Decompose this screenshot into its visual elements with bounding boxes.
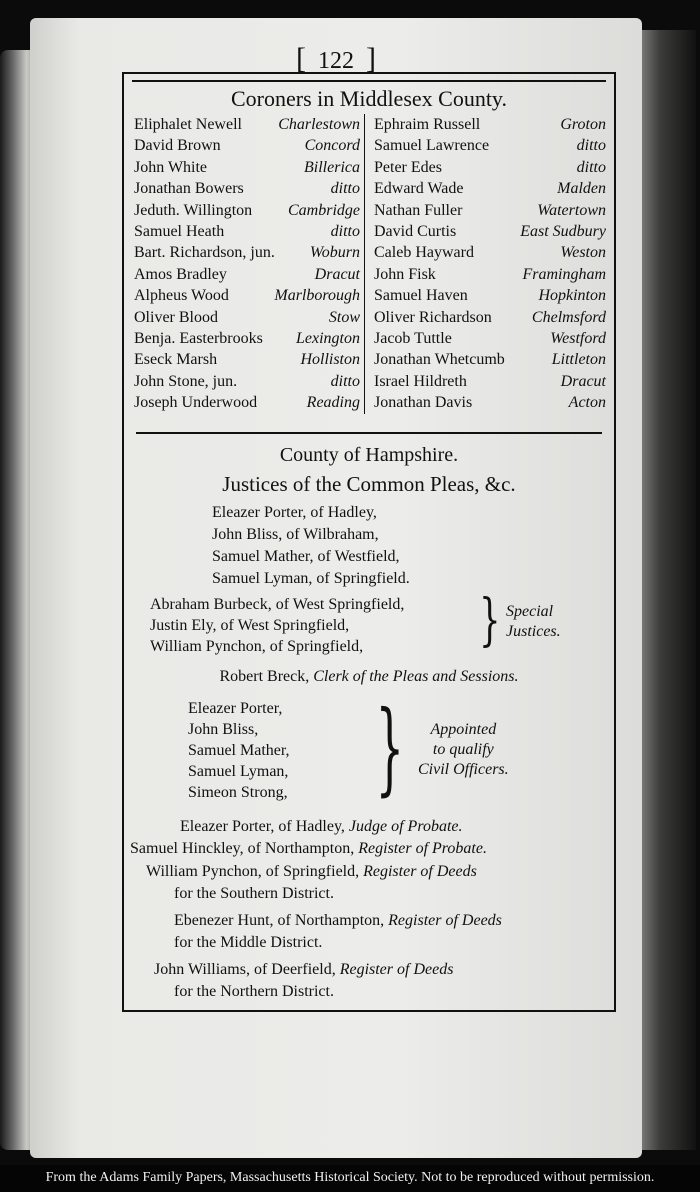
coroner-entry: [134, 114, 366, 135]
coroner-name: John Fisk: [374, 265, 436, 283]
coroner-entry: [366, 135, 608, 156]
coroner-place: Watertown: [537, 201, 606, 219]
coroner-name: Alpheus Wood: [134, 287, 229, 305]
coroner-name: Eseck Marsh: [134, 351, 218, 369]
coroner-entry: [366, 264, 608, 285]
coroner-entry: [366, 349, 608, 370]
coroner-entry: [134, 264, 366, 285]
coroner-name: Ephraim Russell: [374, 116, 481, 133]
coroner-name: Jeduth. Willington: [134, 201, 253, 219]
justice-entry: Eleazer Porter, of Hadley,: [212, 504, 377, 521]
coroner-place: Stow: [328, 308, 360, 326]
coroner-name: John Stone, jun.: [134, 372, 238, 390]
coroner-place: Reading: [306, 394, 360, 412]
appointed-label: [418, 720, 509, 780]
coroner-entry: [366, 114, 608, 135]
coroner-name: Samuel Lawrence: [374, 137, 490, 155]
coroner-name: Nathan Fuller: [374, 201, 463, 219]
justice-entry: John Bliss, of Wilbraham,: [212, 526, 379, 543]
brace-special: }: [479, 588, 501, 653]
coroner-entry: [366, 328, 608, 349]
appointed-label-line: Civil Officers.: [418, 761, 509, 778]
coroner-entry: [366, 371, 608, 392]
coroner-entry: [134, 242, 366, 263]
coroner-place: Dracut: [314, 265, 360, 283]
book-page: [30, 18, 642, 1158]
page-number: [ 122 ]: [296, 42, 376, 75]
coroners-heading: Coroners in Middlesex County.: [231, 86, 507, 111]
judge-title: Judge of Probate.: [348, 818, 463, 835]
coroner-entry: [134, 371, 366, 392]
coroner-name: John White: [134, 158, 208, 176]
coroner-name: Oliver Blood: [134, 308, 218, 326]
special-justice-entry: Justin Ely, of West Springfield,: [150, 617, 350, 634]
appointed-entry: John Bliss,: [188, 721, 259, 738]
clerk-title: Clerk of the Pleas and Sessions.: [313, 668, 519, 685]
coroner-name: Samuel Haven: [374, 287, 468, 305]
coroner-name: Peter Edes: [374, 158, 442, 176]
coroner-name: Eliphalet Newell: [134, 116, 242, 133]
special-justices-label: [506, 602, 561, 642]
coroner-place: Weston: [560, 244, 606, 262]
deeds-district: for the Northern District.: [174, 982, 334, 1000]
coroner-entry: [134, 285, 366, 306]
coroner-name: Edward Wade: [374, 180, 464, 198]
deeds-district: for the Southern District.: [174, 884, 334, 902]
coroner-place: Cambridge: [288, 201, 360, 219]
coroner-name: David Brown: [134, 137, 221, 155]
coroner-name: Caleb Hayward: [374, 244, 474, 262]
coroners-list: [134, 114, 608, 414]
appointed-entry: Simeon Strong,: [188, 784, 288, 801]
coroner-place: ditto: [576, 137, 606, 155]
coroner-place: Charlestown: [278, 116, 360, 133]
deeds-southern: [124, 861, 614, 883]
coroner-name: Jonathan Whetcumb: [374, 351, 505, 369]
appointed-entry: Samuel Lyman,: [188, 763, 289, 780]
coroner-name: Jonathan Davis: [374, 394, 473, 412]
justices-heading: Justices of the Common Pleas, &c.: [222, 472, 516, 496]
coroner-place: Holliston: [300, 351, 360, 369]
clerk-line: [124, 668, 614, 686]
coroner-entry: [366, 221, 608, 242]
coroner-place: ditto: [330, 223, 360, 241]
coroner-name: Oliver Richardson: [374, 308, 492, 326]
coroner-name: Jonathan Bowers: [134, 180, 244, 198]
special-label-line: Special: [506, 603, 554, 620]
justice-entry: Samuel Mather, of Westfield,: [212, 548, 400, 565]
coroner-place: Groton: [560, 116, 606, 133]
deeds-title: Register of Deeds: [363, 863, 477, 880]
coroner-entry: [134, 135, 366, 156]
coroner-name: David Curtis: [374, 223, 457, 241]
coroner-name: Joseph Underwood: [134, 394, 258, 412]
section-rule: [136, 432, 602, 434]
coroner-place: ditto: [330, 180, 360, 198]
coroner-place: Westford: [550, 330, 606, 348]
deeds-northern: [124, 959, 614, 981]
coroner-name: Amos Bradley: [134, 265, 227, 283]
special-justice-entry: William Pynchon, of Springfield,: [150, 638, 364, 655]
coroner-entry: [366, 157, 608, 178]
page-frame: [122, 72, 616, 1012]
coroner-place: Acton: [568, 394, 606, 412]
coroner-place: Dracut: [560, 372, 606, 390]
coroner-entry: [366, 200, 608, 221]
credit-line: From the Adams Family Papers, Massachusetts Historical Society. Not to be reproduced without permission.: [45, 1170, 655, 1185]
coroner-place: Hopkinton: [538, 287, 606, 305]
county-heading: County of Hampshire.: [279, 444, 459, 466]
coroner-entry: [134, 307, 366, 328]
brace-appointed: }: [375, 689, 405, 806]
coroner-place: Woburn: [309, 244, 360, 262]
deeds-district: for the Middle District.: [174, 933, 323, 951]
coroner-entry: [134, 200, 366, 221]
coroner-place: East Sudbury: [520, 223, 606, 241]
probate-section: [124, 816, 614, 1002]
coroner-name: Benja. Easterbrooks: [134, 330, 263, 348]
deeds-name: John Williams, of Deerfield,: [154, 961, 336, 978]
coroner-name: Jacob Tuttle: [374, 330, 452, 348]
facing-page-edge: [636, 30, 696, 1150]
coroner-place: ditto: [330, 372, 360, 390]
coroner-entry: [366, 307, 608, 328]
coroner-place: ditto: [576, 158, 606, 176]
coroner-place: Littleton: [551, 351, 606, 369]
coroner-name: Bart. Richardson, jun.: [134, 244, 275, 262]
deeds-title: Register of Deeds: [339, 961, 454, 978]
special-label-line: Justices.: [506, 623, 561, 640]
appointed-entry: Eleazer Porter,: [188, 700, 283, 717]
coroner-entry: [366, 285, 608, 306]
justice-entry: Samuel Lyman, of Springfield.: [212, 570, 410, 587]
coroner-place: Concord: [304, 137, 360, 155]
appointed-entry: Samuel Mather,: [188, 742, 290, 759]
coroner-entry: [366, 178, 608, 199]
deeds-middle: [124, 910, 614, 932]
coroner-place: Marlborough: [274, 287, 360, 305]
coroner-entry: [134, 157, 366, 178]
register-of-probate: [124, 838, 614, 860]
coroner-entry: [366, 242, 608, 263]
coroner-place: Framingham: [522, 265, 606, 283]
deeds-title: Register of Deeds: [388, 912, 502, 929]
coroner-entry: [134, 178, 366, 199]
deeds-name: Ebenezer Hunt, of Northampton,: [174, 912, 385, 929]
deeds-name: William Pynchon, of Springfield,: [146, 863, 360, 880]
coroner-entry: [134, 221, 366, 242]
page-number-text: 122: [318, 48, 354, 74]
coroner-place: Billerica: [304, 158, 360, 176]
coroner-place: Lexington: [296, 330, 360, 348]
coroner-name: Samuel Heath: [134, 223, 225, 241]
appointed-label-line: Appointed: [430, 721, 497, 738]
coroner-place: Malden: [557, 180, 606, 198]
coroner-entry: [134, 349, 366, 370]
coroner-entry: [366, 392, 608, 413]
special-justices-list: [150, 594, 404, 657]
special-justice-entry: Abraham Burbeck, of West Springfield,: [150, 596, 405, 613]
judge-of-probate: [124, 816, 614, 838]
coroner-entry: [134, 328, 366, 349]
appointed-list: [188, 698, 290, 803]
register-title: Register of Probate.: [358, 839, 487, 857]
appointed-label-line: to qualify: [432, 741, 494, 758]
clerk-name: Robert Breck,: [219, 668, 310, 685]
coroner-place: Chelmsford: [531, 308, 606, 326]
justices-list: [212, 502, 410, 590]
judge-name: Eleazer Porter, of Hadley,: [180, 818, 345, 835]
register-name: Samuel Hinckley, of Northampton,: [130, 839, 355, 857]
coroner-entry: [134, 392, 366, 413]
coroner-name: Israel Hildreth: [374, 372, 467, 390]
